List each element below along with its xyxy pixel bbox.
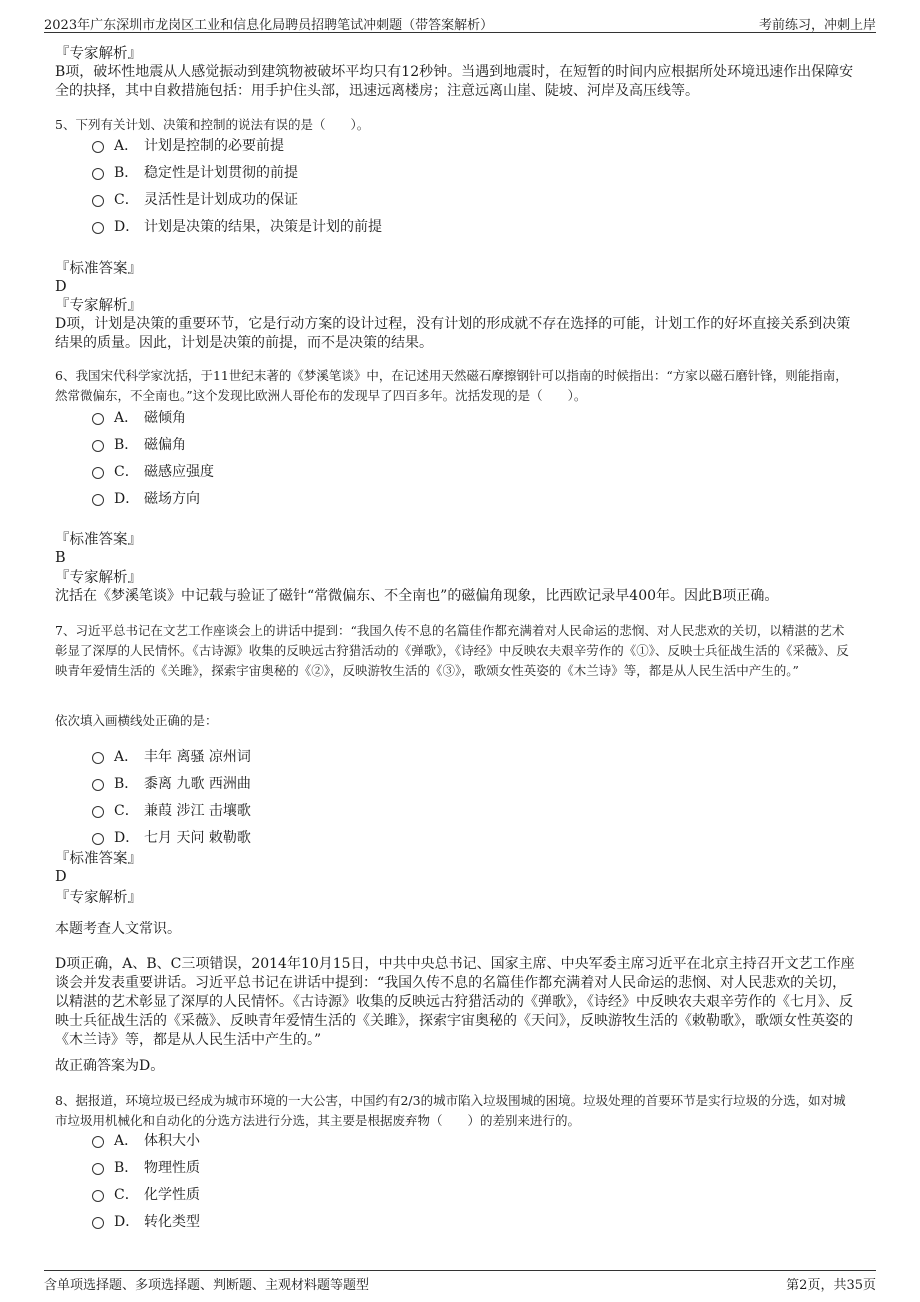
question-5-option-b[interactable]: B． 稳定性是计划贯彻的前提 bbox=[92, 163, 298, 185]
explanation-conclusion: 故正确答案为D。 bbox=[55, 1058, 165, 1074]
header-slogan: 考前练习，冲刺上岸 bbox=[758, 18, 876, 33]
question-6-option-d[interactable]: D． 磁场方向 bbox=[92, 489, 200, 511]
expert-analysis-label: 『专家解析』 bbox=[55, 46, 142, 62]
explanation-text: D项，计划是决策的重要环节，它是行动方案的设计过程，没有计划的形成就不存在选择的可能，计划工作的好坏直接关系到决策结果的质量。因此，计划是决策的前提，而不是决策的结果。 bbox=[55, 316, 851, 351]
page-number: 第2页，共35页 bbox=[786, 1278, 876, 1293]
radio-icon[interactable] bbox=[92, 752, 104, 764]
standard-answer: B bbox=[55, 550, 66, 566]
radio-icon[interactable] bbox=[92, 833, 104, 845]
standard-answer-label: 『标准答案』 bbox=[55, 261, 142, 277]
question-8-option-d[interactable]: D． 转化类型 bbox=[92, 1212, 200, 1234]
question-5-option-d[interactable]: D． 计划是决策的结果，决策是计划的前提 bbox=[92, 217, 382, 239]
question-7-text: 7、习近平总书记在文艺工作座谈会上的讲话中提到：“我国久传不息的名篇佳作都充满着对人民命运的悲悯、对人民悲欢的关切，以精湛的艺术彰显了深厚的人民情怀。《古诗源》收集的反映远古狩猎活动的《弹歌》，《诗经》中反映农夫艰辛劳作的《①》、反映士兵征战生活的《采薇》、反映青年爱情生活的《关雎》，探索宇宙奥秘的《②》，反映游牧生活的《③》，歌颂女性英姿的《木兰诗》等，都是从人民生活中产生的。” bbox=[55, 623, 849, 678]
expert-analysis-label: 『专家解析』 bbox=[55, 570, 142, 586]
radio-icon[interactable] bbox=[92, 467, 104, 479]
radio-icon[interactable] bbox=[92, 168, 104, 180]
standard-answer-label: 『标准答案』 bbox=[55, 532, 142, 548]
question-7-option-c[interactable]: C． 兼葭 涉江 击壤歌 bbox=[92, 801, 251, 823]
question-6-option-b[interactable]: B． 磁偏角 bbox=[92, 435, 186, 457]
question-6-option-c[interactable]: C． 磁感应强度 bbox=[92, 462, 214, 484]
radio-icon[interactable] bbox=[92, 1217, 104, 1229]
standard-answer: D bbox=[55, 869, 67, 885]
question-7-subtext: 依次填入画横线处正确的是： bbox=[55, 713, 218, 728]
question-6-text: 6、我国宋代科学家沈括，于11世纪末著的《梦溪笔谈》中，在记述用天然磁石摩擦钢针可以指南的时候指出：“方家以磁石磨针锋，则能指南，然常微偏东，不全南也。”这个发现比欧洲人哥伦布的发现早了四百多年。沈括发现的是（ ）。 bbox=[55, 368, 848, 403]
radio-icon[interactable] bbox=[92, 195, 104, 207]
question-5-option-a[interactable]: A． 计划是控制的必要前提 bbox=[92, 136, 284, 158]
radio-icon[interactable] bbox=[92, 1190, 104, 1202]
document-title: 2023年广东深圳市龙岗区工业和信息化局聘员招聘笔试冲刺题（带答案解析） bbox=[44, 18, 494, 33]
radio-icon[interactable] bbox=[92, 222, 104, 234]
question-8-option-a[interactable]: A． 体积大小 bbox=[92, 1131, 200, 1153]
radio-icon[interactable] bbox=[92, 440, 104, 452]
radio-icon[interactable] bbox=[92, 494, 104, 506]
radio-icon[interactable] bbox=[92, 141, 104, 153]
radio-icon[interactable] bbox=[92, 1136, 104, 1148]
question-7-option-a[interactable]: A． 丰年 离骚 凉州词 bbox=[92, 747, 251, 769]
standard-answer-label: 『标准答案』 bbox=[55, 851, 142, 867]
question-5-text: 5、下列有关计划、决策和控制的说法有误的是（ ）。 bbox=[55, 117, 370, 132]
radio-icon[interactable] bbox=[92, 806, 104, 818]
explanation-intro: 本题考查人文常识。 bbox=[55, 921, 181, 937]
question-5-option-c[interactable]: C． 灵活性是计划成功的保证 bbox=[92, 190, 298, 212]
expert-analysis-label: 『专家解析』 bbox=[55, 890, 142, 906]
question-7-option-b[interactable]: B． 黍离 九歌 西洲曲 bbox=[92, 774, 251, 796]
question-8-option-b[interactable]: B． 物理性质 bbox=[92, 1158, 200, 1180]
radio-icon[interactable] bbox=[92, 413, 104, 425]
explanation-text: 沈括在《梦溪笔谈》中记载与验证了磁针“常微偏东、不全南也”的磁偏角现象，比西欧记录早400年。因此B项正确。 bbox=[55, 588, 779, 604]
explanation-text: B项，破坏性地震从人感觉振动到建筑物被破坏平均只有12秒钟。当遇到地震时，在短暂的时间内应根据所处环境迅速作出保障安全的抉择，其中自救措施包括：用手护住头部，迅速远离楼房；注意远离山崖、陡坡、河岸及高压线等。 bbox=[55, 64, 854, 99]
explanation-text: D项正确，A、B、C三项错误，2014年10月15日，中共中央总书记、国家主席、中央军委主席习近平在北京主持召开文艺工作座谈会并发表重要讲话。习近平总书记在讲话中提到：“我国久传不息的名篇佳作都充满着对人民命运的悲悯、对人民悲欢的关切，以精湛的艺术彰显了深厚的人民情怀。《古诗源》收集的反映远古狩猎活动的《弹歌》，《诗经》中反映农夫艰辛劳作的《七月》、反映士兵征战生活的《采薇》、反映青年爱情生活的《关雎》，探索宇宙奥秘的《天问》，反映游牧生活的《敕勒歌》，歌颂女性英姿的《木兰诗》等，都是从人民生活中产生的。” bbox=[55, 956, 855, 1048]
radio-icon[interactable] bbox=[92, 1163, 104, 1175]
page-footer bbox=[44, 1270, 876, 1295]
question-7-option-d[interactable]: D． 七月 天问 敕勒歌 bbox=[92, 828, 251, 850]
question-8-option-c[interactable]: C． 化学性质 bbox=[92, 1185, 200, 1207]
page-header bbox=[44, 10, 876, 33]
standard-answer: D bbox=[55, 279, 67, 295]
radio-icon[interactable] bbox=[92, 779, 104, 791]
question-8-text: 8、据报道，环境垃圾已经成为城市环境的一大公害，中国约有2/3的城市陷入垃圾围城的困境。垃圾处理的首要环节是实行垃圾的分选，如对城市垃圾用机械化和自动化的分选方法进行分选，其主要是根据废弃物（ ）的差别来进行的。 bbox=[55, 1093, 846, 1128]
footer-question-types: 含单项选择题、多项选择题、判断题、主观材料题等题型 bbox=[44, 1278, 370, 1293]
question-6-option-a[interactable]: A． 磁倾角 bbox=[92, 408, 186, 430]
expert-analysis-label: 『专家解析』 bbox=[55, 298, 142, 314]
